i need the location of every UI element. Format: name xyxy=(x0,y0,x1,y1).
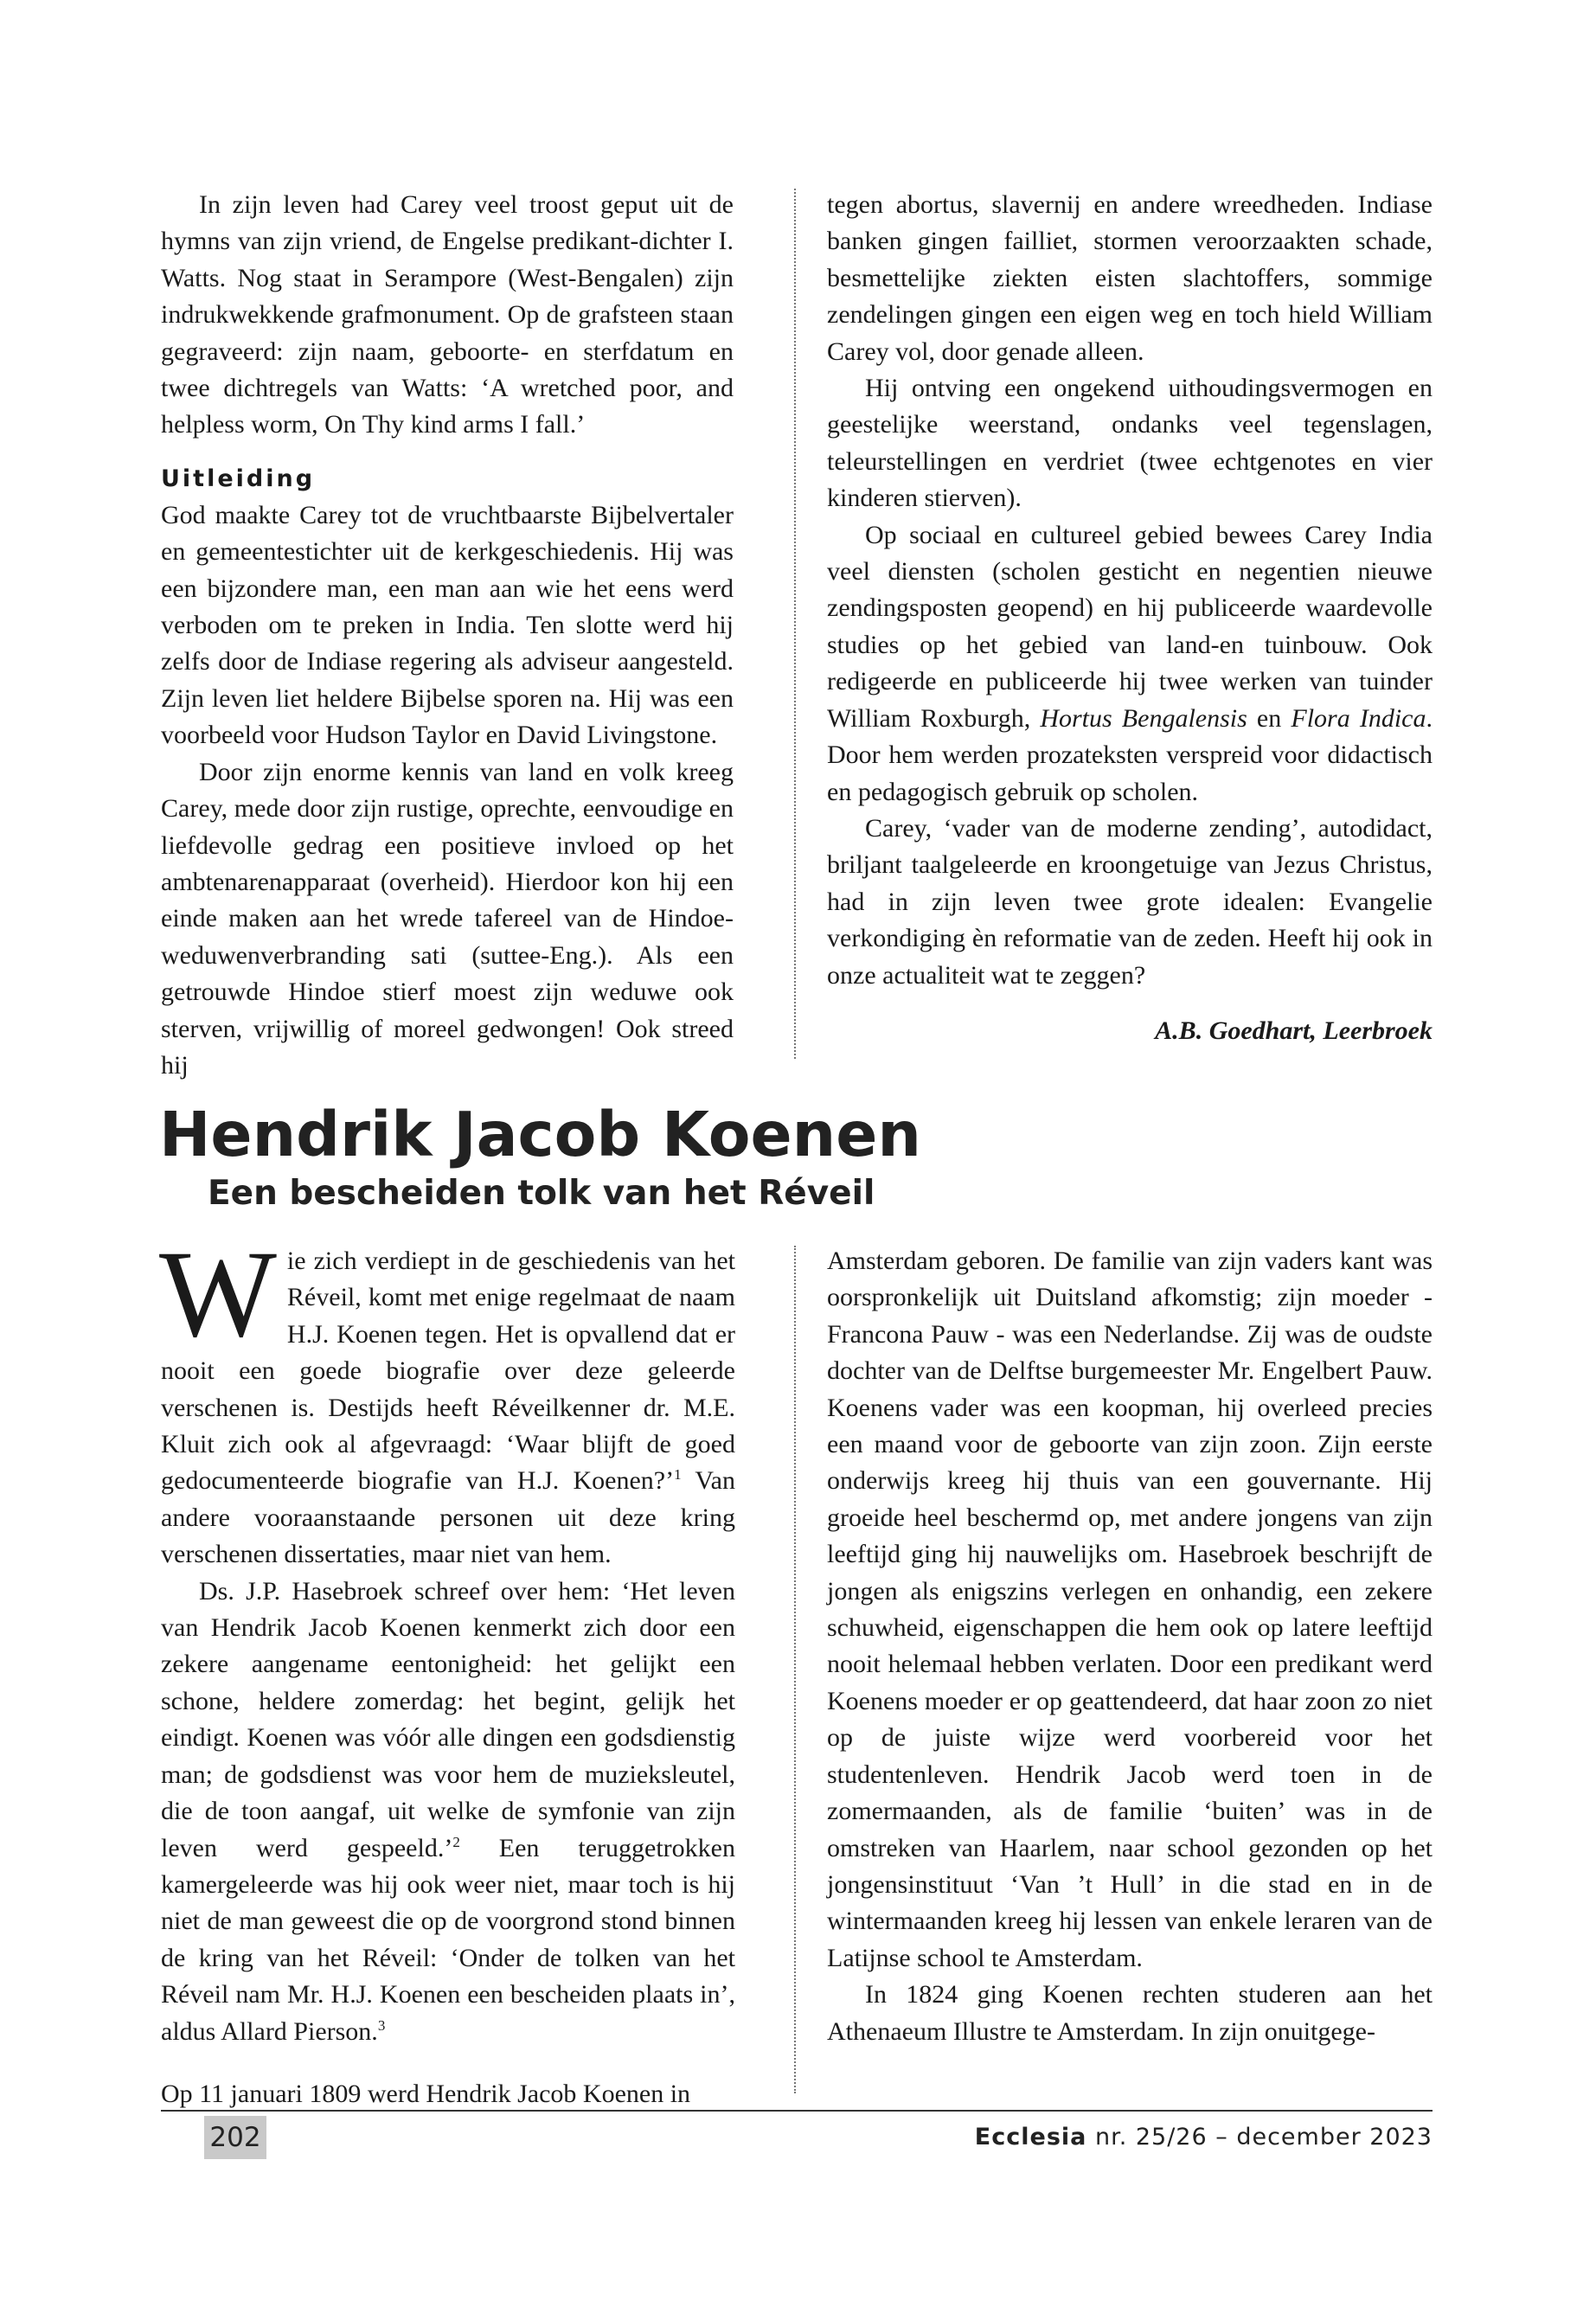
paragraph-text: Een teruggetrokken kamergeleerde was hij ook weer niet, maar toch is hij niet de man geweest die op de voorgrond stond binnen de kring van het Réveil: ‘Onder de tolken van het Réveil nam Mr. H.J. Koenen een bescheiden plaats in’, aldus Allard Pierson. xyxy=(161,1833,735,2046)
footnote-marker: 1 xyxy=(674,1466,682,1484)
book-title: Hortus Bengalensis xyxy=(1040,703,1247,733)
body-paragraph xyxy=(827,517,1433,811)
body-paragraph: In zijn leven had Carey veel troost geput uit de hymns van zijn vriend, de Engelse predikant-dichter I. Watts. Nog staat in Serampore (West-Bengalen) zijn indrukwekkende grafmonument. Op de grafsteen staan gegraveerd: zijn naam, geboorte- en sterfdatum en twee dichtregels van Watts: ‘A wretched poor, and helpless worm, On Thy kind arms I fall.’ xyxy=(161,190,734,439)
top-left-column xyxy=(161,187,734,1084)
footnote-marker: 2 xyxy=(452,1833,460,1850)
paragraph-text: en xyxy=(1247,703,1292,733)
footnote-marker: 3 xyxy=(377,2016,386,2034)
section-subheading: Uitleiding xyxy=(161,465,316,492)
body-paragraph: tegen abortus, slavernij en andere wreedheden. Indiase banken gingen failliet, stormen veroorzaakten schade, besmettelijke ziekten eisten slachtoffers, sommige zendelingen gingen een eigen weg en toch hield William Carey vol, door genade alleen. xyxy=(827,190,1433,366)
body-paragraph: Amsterdam geboren. De familie van zijn vaders kant was oorspronkelijk uit Duitsland afkomstig; zijn moeder - Francona Pauw - was een Nederlandse. Zij was de oudste dochter van de Delftse burgemeester Mr. Engelbert Pauw. Koenens vader was een koopman, hij overleed precies een maand voor de geboorte van zijn zoon. Zijn eerste onderwijs kreeg hij thuis van een gouvernante. Hij groeide heel beschermd op, met andere jongens van zijn leeftijd ging hij nauwelijks om. Hasebroek beschrijft de jongen als enigszins verlegen en onhandig, een zekere schuwheid, eigenschappen die hem ook op latere leeftijd nooit helemaal hebben verlaten. Door een predikant werd Koenens moeder er op geattendeerd, dat haar zoon zo niet op de juiste wijze werd voorbereid voor het studentenleven. Hendrik Jacob werd toen in de zomermaanden, als de familie ‘buiten’ was in de omstreken van Haarlem, naar school gezonden op het jongensinstituut ‘Van ’t Hull’ in die stad en in de wintermaanden kreeg hij lessen van enkele leraren van de Latijnse school te Amsterdam. xyxy=(827,1247,1433,1972)
footer-rule xyxy=(161,2110,1433,2112)
body-paragraph xyxy=(159,1226,735,1574)
article-left-column xyxy=(159,1226,735,2112)
body-paragraph: Hij ontving een ongekend uithoudingsvermogen en geestelijke weerstand, ondanks veel tegenslagen, teleurstellingen en verdriet (twee echtgenotes en vier kinderen stierven). xyxy=(827,374,1433,513)
journal-info xyxy=(975,2116,1433,2159)
column-divider xyxy=(794,189,796,1059)
page-number: 202 xyxy=(204,2116,266,2159)
article-title: Hendrik Jacob Koenen xyxy=(159,1099,921,1170)
body-paragraph: Carey, ‘vader van de moderne zending’, autodidact, briljant taalgeleerde en kroongetuige van Jezus Christus, had in zijn leven twee grote idealen: Evangelie verkondiging èn reformatie van de zeden. Heeft hij ook in onze actualiteit wat te zeggen? xyxy=(827,813,1433,990)
issue-info: nr. 25/26 – december 2023 xyxy=(1086,2124,1433,2150)
top-right-column xyxy=(827,187,1433,1049)
paragraph-text: ie zich verdiept in de geschiedenis van het Réveil, komt met enige regelmaat de naam H.J. Koenen tegen. Het is opvallend dat er nooit een goede biografie over deze geleerde verschenen is. Destijds heeft Réveilkenner dr. M.E. Kluit zich ook al afgevraagd: ‘Waar blijft de goed gedocumenteerde biografie van H.J. Koenen?’ xyxy=(161,1247,735,1496)
drop-cap: W xyxy=(159,1226,277,1363)
journal-name: Ecclesia xyxy=(974,2124,1087,2150)
paragraph-gap xyxy=(161,2050,735,2076)
paragraph-text: . Door hem werden prozateksten verspreid voor didactisch en pedagogisch gebruik op scholen. xyxy=(827,703,1433,806)
body-paragraph: In 1824 ging Koenen rechten studeren aan het Athenaeum Illustre te Amsterdam. In zijn onuitgege- xyxy=(827,1980,1433,2046)
article-right-column xyxy=(827,1243,1433,2050)
article-subtitle: Een bescheiden tolk van het Réveil xyxy=(208,1174,875,1213)
body-paragraph: God maakte Carey tot de vruchtbaarste Bijbelvertaler en gemeentestichter uit de kerkgeschiedenis. Hij was een bijzondere man, een man aan wie het eens werd verboden om te preken in India. Ten slotte werd hij zelfs door de Indiase regering als adviseur aangesteld. Zijn leven liet heldere Bijbelse sporen na. Hij was een voorbeeld voor Hudson Taylor en David Livingstone. xyxy=(161,500,734,750)
paragraph-text: Op sociaal en cultureel gebied bewees Carey India veel diensten (scholen gesticht en negentien nieuwe zendingsposten geopend) en hij publiceerde waardevolle studies op het gebied van land-en tuinbouw. Ook redigeerde en publiceerde hij twee werken van tuinder William Roxburgh, xyxy=(827,520,1433,733)
body-paragraph xyxy=(161,1574,735,2050)
paragraph-text: Van andere vooraanstaande personen uit deze kring verschenen dissertaties, maar niet van hem. xyxy=(161,1466,735,1569)
book-title: Flora Indica xyxy=(1291,703,1426,733)
author-signature: A.B. Goedhart, Leerbroek xyxy=(1155,1016,1433,1045)
body-paragraph: Op 11 januari 1809 werd Hendrik Jacob Koenen in xyxy=(161,2079,691,2108)
body-paragraph: Door zijn enorme kennis van land en volk kreeg Carey, mede door zijn rustige, oprechte, eenvoudige en liefdevolle gedrag een positieve invloed op het ambtenarenapparaat (overheid). Hierdoor kon hij een einde maken aan het wrede tafereel van de Hindoe-weduwenverbranding sati (suttee-Eng.). Als een getrouwde Hindoe stierf moest zijn weduwe ook sterven, vrijwillig of moreel gedwongen! Ook streed hij xyxy=(161,757,734,1080)
column-divider xyxy=(794,1246,796,2093)
paragraph-text: Ds. J.P. Hasebroek schreef over hem: ‘Het leven van Hendrik Jacob Koenen kenmerkt zich door een zekere aangename eentonigheid: het gelijkt een schone, heldere zomerdag: het begint, gelijk het eindigt. Koenen was vóór alle dingen een godsdienstig man; de godsdienst was voor hem de muzieksleutel, die de toon aangaf, uit welke de symfonie van zijn leven werd gespeeld.’ xyxy=(161,1576,735,1862)
